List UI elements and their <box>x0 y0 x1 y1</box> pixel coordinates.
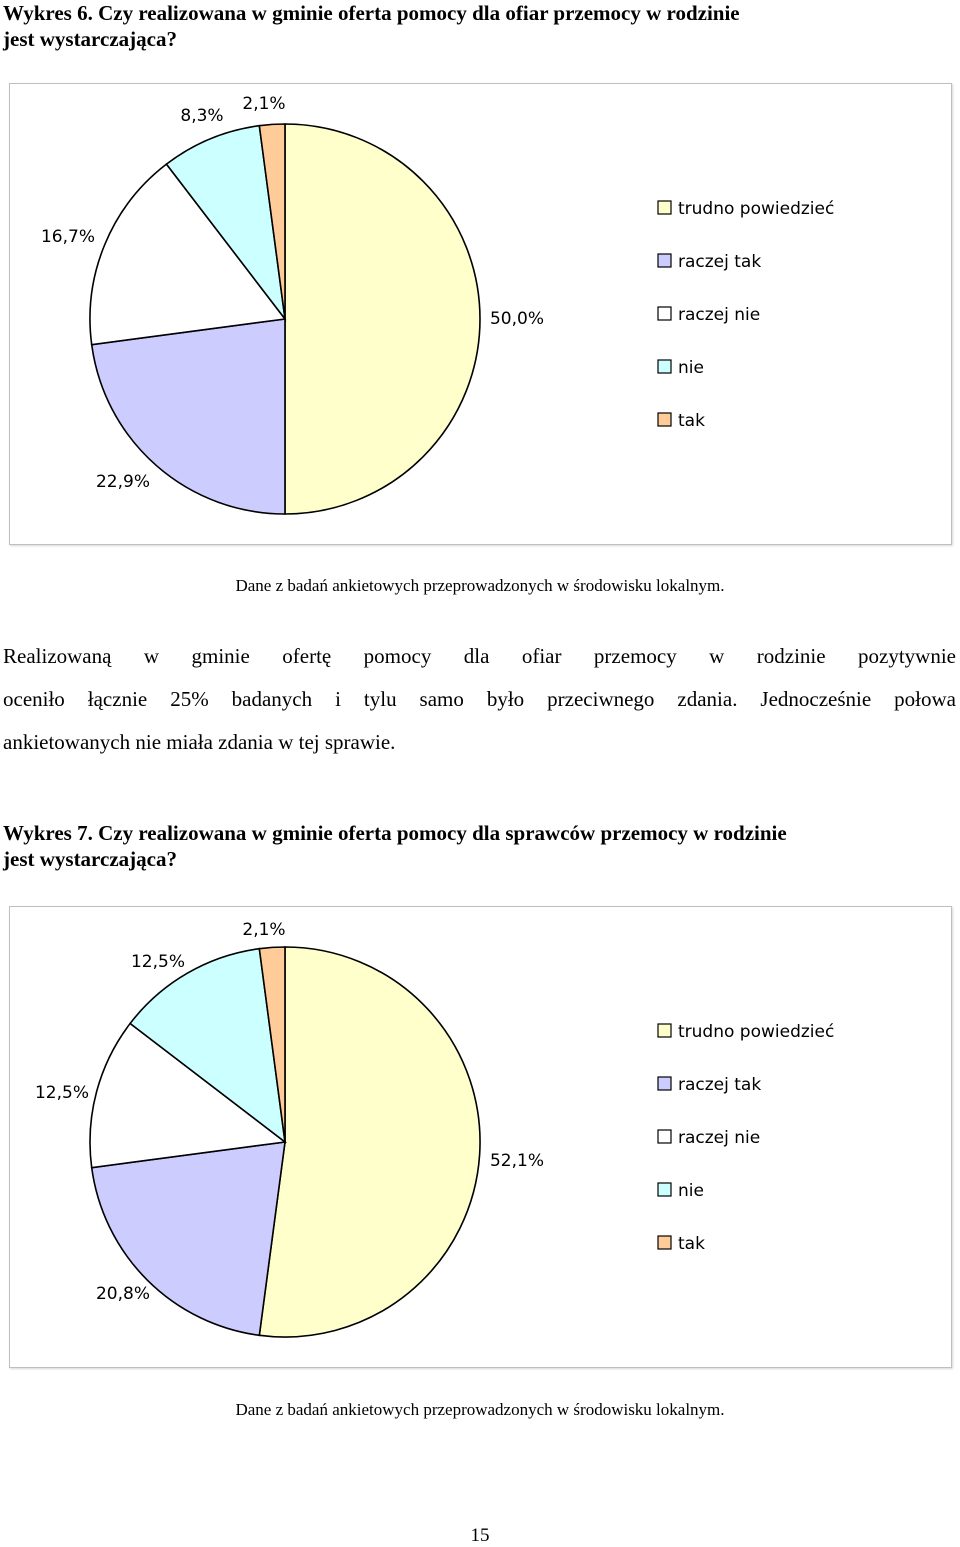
chart2-frame <box>9 906 952 1368</box>
chart2-legend-label-4: tak <box>678 1234 705 1254</box>
chart2-legend-label-1: raczej tak <box>678 1075 762 1095</box>
chart2-legend-label-0: trudno powiedzieć <box>678 1022 835 1042</box>
chart2-slice-1 <box>92 1142 285 1335</box>
paragraph-line1: Realizowaną w gminie ofertę pomocy dla ofiar przemocy w rodzinie pozytywnie <box>3 644 956 668</box>
chart2-legend-swatch-3 <box>658 1183 671 1196</box>
chart1-frame <box>9 83 952 545</box>
description-paragraph <box>3 635 956 764</box>
paragraph-line3: ankietowanych nie miała zdania w tej sprawie. <box>3 730 396 754</box>
chart2-legend-swatch-4 <box>658 1236 671 1249</box>
chart1-legend-swatch-3 <box>658 360 671 373</box>
chart1-legend-label-1: raczej tak <box>678 252 762 272</box>
chart2-legend-swatch-0 <box>658 1024 671 1037</box>
chart1-legend-label-3: nie <box>678 358 704 378</box>
chart1-source-note: Dane z badań ankietowych przeprowadzonych w środowisku lokalnym. <box>235 576 725 595</box>
chart2-data-label-0: 52,1% <box>489 1151 545 1171</box>
chart1-legend-label-2: raczej nie <box>678 305 761 325</box>
chart1-caption-line1: Wykres 6. Czy realizowana w gminie oferta pomocy dla ofiar przemocy w rodzinie <box>3 1 740 25</box>
chart1-data-label-3: 8,3% <box>180 106 224 126</box>
chart2-slice-0 <box>259 947 480 1337</box>
chart2-data-label-3: 12,5% <box>130 952 186 972</box>
chart1-legend-swatch-2 <box>658 307 671 320</box>
chart2-pie <box>10 907 951 1367</box>
paragraph-line2: oceniło łącznie 25% badanych i tylu samo było przeciwnego zdania. Jednocześnie połowa <box>3 687 956 711</box>
chart1-legend-label-0: trudno powiedzieć <box>678 199 835 219</box>
chart1-data-label-0: 50,0% <box>489 309 545 329</box>
chart2-legend-swatch-2 <box>658 1130 671 1143</box>
chart2-legend-swatch-1 <box>658 1077 671 1090</box>
chart2-data-label-1: 20,8% <box>95 1284 151 1304</box>
chart1-caption-line2: jest wystarczająca? <box>3 27 177 51</box>
chart1-legend-swatch-4 <box>658 413 671 426</box>
chart2-legend-label-2: raczej nie <box>678 1128 761 1148</box>
chart2-legend-label-3: nie <box>678 1181 704 1201</box>
chart2-caption-line1: Wykres 7. Czy realizowana w gminie oferta pomocy dla sprawców przemocy w rodzinie <box>3 821 787 845</box>
chart1-data-label-4: 2,1% <box>242 94 286 114</box>
chart2-caption <box>3 820 953 872</box>
chart1-legend-swatch-0 <box>658 201 671 214</box>
chart2-data-label-2: 12,5% <box>34 1083 90 1103</box>
page-number: 15 <box>470 1525 490 1546</box>
chart2-source-note: Dane z badań ankietowych przeprowadzonych w środowisku lokalnym. <box>235 1400 725 1419</box>
chart1-legend-label-4: tak <box>678 411 705 431</box>
chart1-pie <box>10 84 951 544</box>
chart1-legend-swatch-1 <box>658 254 671 267</box>
chart2-caption-line2: jest wystarczająca? <box>3 847 177 871</box>
chart1-data-label-1: 22,9% <box>95 472 151 492</box>
chart1-caption <box>3 0 953 52</box>
chart2-data-label-4: 2,1% <box>242 920 286 940</box>
chart1-data-label-2: 16,7% <box>40 227 96 247</box>
chart1-slice-0 <box>285 124 480 514</box>
